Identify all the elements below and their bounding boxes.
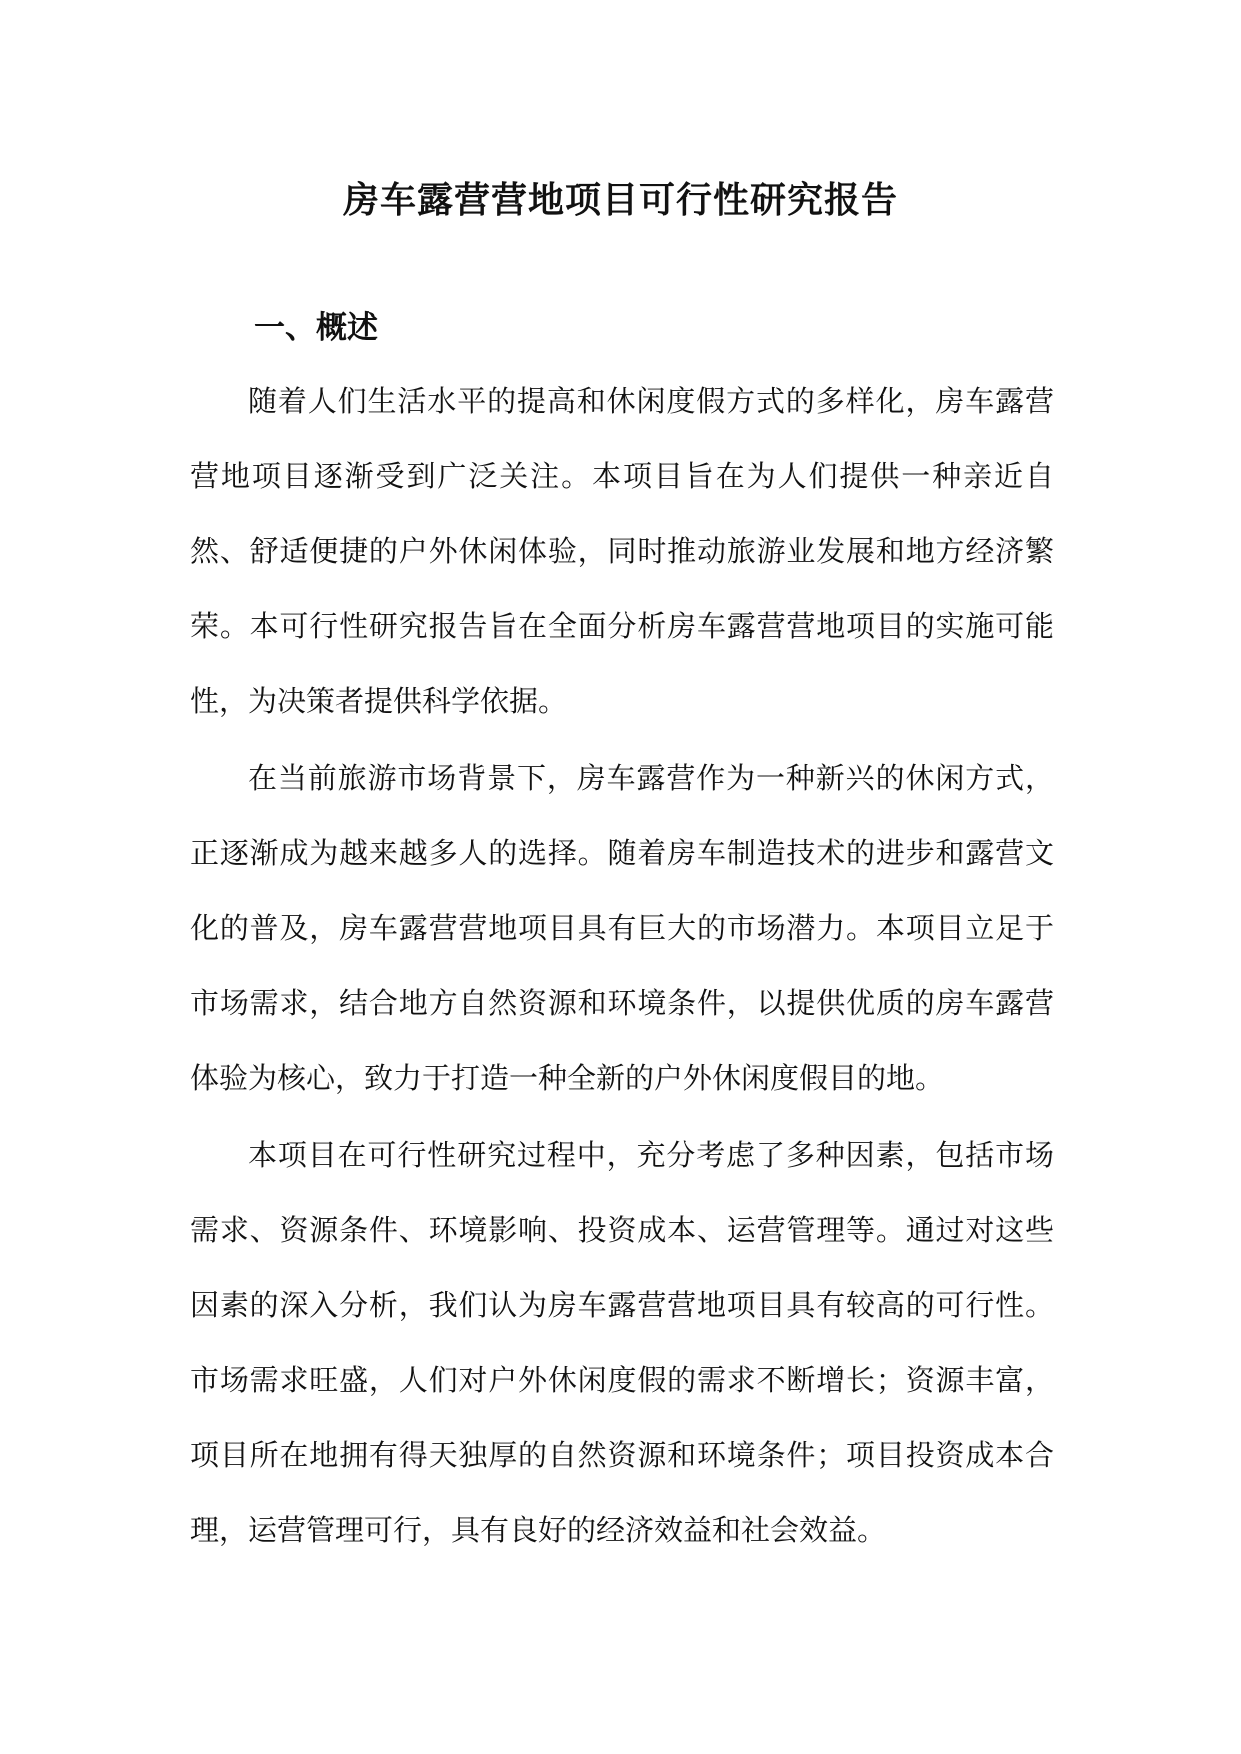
document-title: 房车露营营地项目可行性研究报告 [342,179,898,222]
section-heading: 一、概述 [254,309,378,346]
section-body [190,364,1054,1570]
paragraph-1: 随着人们生活水平的提高和休闲度假方式的多样化，房车露营营地项目逐渐受到广泛关注。本项目旨在为人们提供一种亲近自然、舒适便捷的户外休闲体验，同时推动旅游业发展和地方经济繁荣。本可行性研究报告旨在全面分析房车露营营地项目的实施可能性，为决策者提供科学依据。 [190,384,1054,718]
paragraph-3: 本项目在可行性研究过程中，充分考虑了多种因素，包括市场需求、资源条件、环境影响、投资成本、运营管理等。通过对这些因素的深入分析，我们认为房车露营营地项目具有较高的可行性。市场需求旺盛，人们对户外休闲度假的需求不断增长；资源丰富，项目所在地拥有得天独厚的自然资源和环境条件；项目投资成本合理，运营管理可行，具有良好的经济效益和社会效益。 [190,1138,1054,1547]
paragraph-2: 在当前旅游市场背景下，房车露营作为一种新兴的休闲方式，正逐渐成为越来越多人的选择。随着房车制造技术的进步和露营文化的普及，房车露营营地项目具有巨大的市场潜力。本项目立足于市场需求，结合地方自然资源和环境条件，以提供优质的房车露营体验为核心，致力于打造一种全新的户外休闲度假目的地。 [190,761,1054,1095]
